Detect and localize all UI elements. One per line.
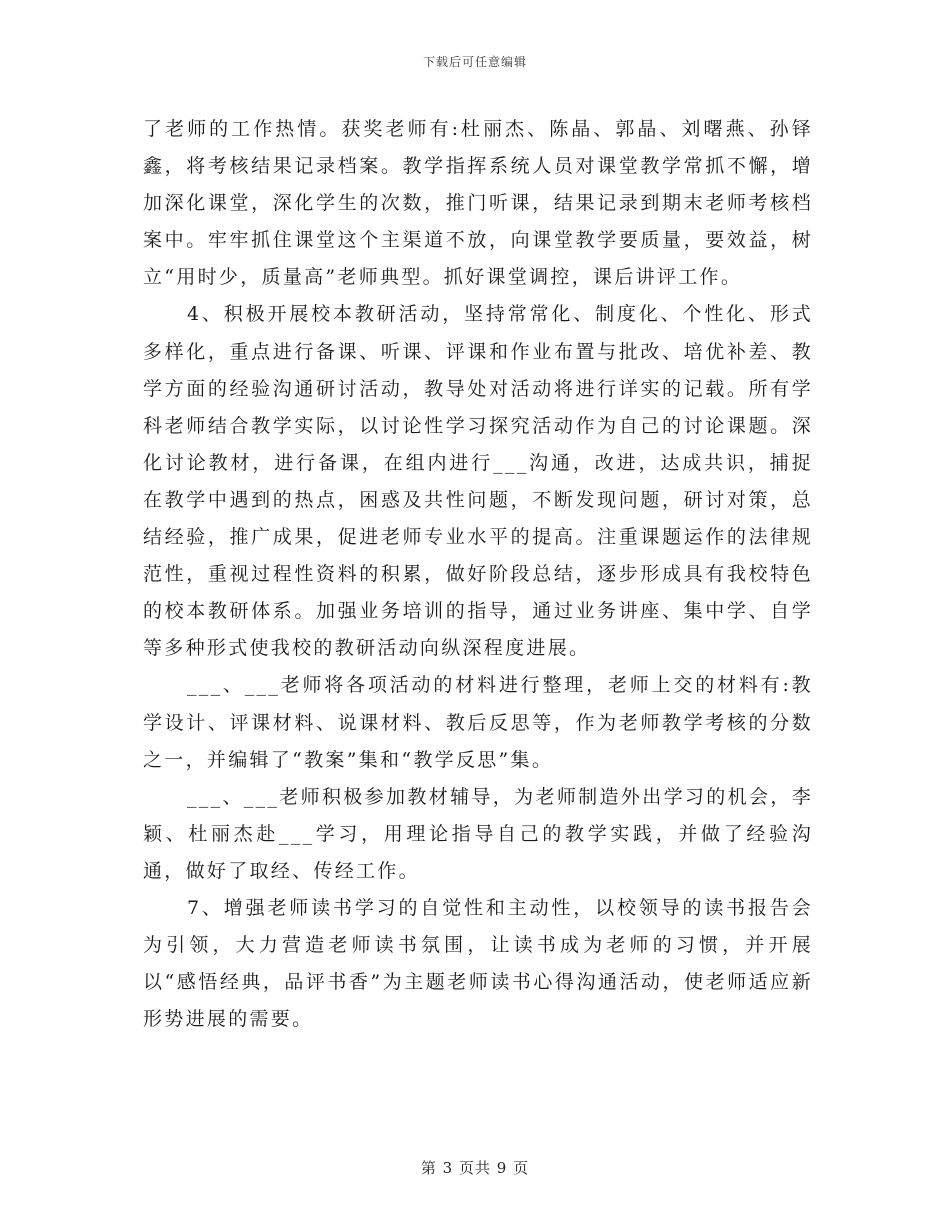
page-number: 第 3 页共 9 页 bbox=[420, 1159, 530, 1177]
paragraph-materials: ___、___老师将各项活动的材料进行整理，老师上交的材料有:教学设计、评课材料、说课材料、教后反思等，作为老师教学考核的分数之一，并编辑了“教案”集和“教学反思”集。 bbox=[143, 674, 813, 771]
paragraph-work-enthusiasm: 了老师的工作热情。获奖老师有:杜丽杰、陈晶、郭晶、刘曙燕、孙铎鑫，将考核结果记录档案。教学指挥系统人员对课堂教学常抓不懈，增加深化课堂，深化学生的次数，推门听课，结果记录到期末老师考核档案中。牢牢抓住课堂这个主渠道不放，向课堂教学要质量，要效益，树立“用时少，质量高”老师典型。抓好课堂调控，课后讲评工作。 bbox=[143, 118, 813, 289]
page-header: 下载后可任意编辑 bbox=[422, 55, 527, 69]
paragraph-reading: 7、增强老师读书学习的自觉性和主动性，以校领导的读书报告会为引领，大力营造老师读书氛围，让读书成为老师的习惯，并开展以“感悟经典，品评书香”为主题老师读书心得沟通活动，使老师适应新形势进展的需要。 bbox=[143, 896, 813, 1031]
paragraph-training: ___、___老师积极参加教材辅导，为老师制造外出学习的机会，李颖、杜丽杰赴___学习，用理论指导自己的教学实践，并做了经验沟通，做好了取经、传经工作。 bbox=[143, 785, 813, 882]
document-body bbox=[143, 111, 813, 1038]
paragraph-school-research: 4、积极开展校本教研活动，坚持常常化、制度化、个性化、形式多样化，重点进行备课、听课、评课和作业布置与批改、培优补差、教学方面的经验沟通研讨活动，教导处对活动将进行详实的记载。所有学科老师结合教学实际，以讨论性学习探究活动作为自己的讨论课题。深化讨论教材，进行备课，在组内进行___沟通，改进，达成共识，捕捉在教学中遇到的热点，困惑及共性问题，不断发现问题，研讨对策，总结经验，推广成果，促进老师专业水平的提高。注重课题运作的法律规范性，重视过程性资料的积累，做好阶段总结，逐步形成具有我校特色的校本教研体系。加强业务培训的指导，通过业务讲座、集中学、自学等多种形式使我校的教研活动向纵深程度进展。 bbox=[143, 303, 813, 660]
